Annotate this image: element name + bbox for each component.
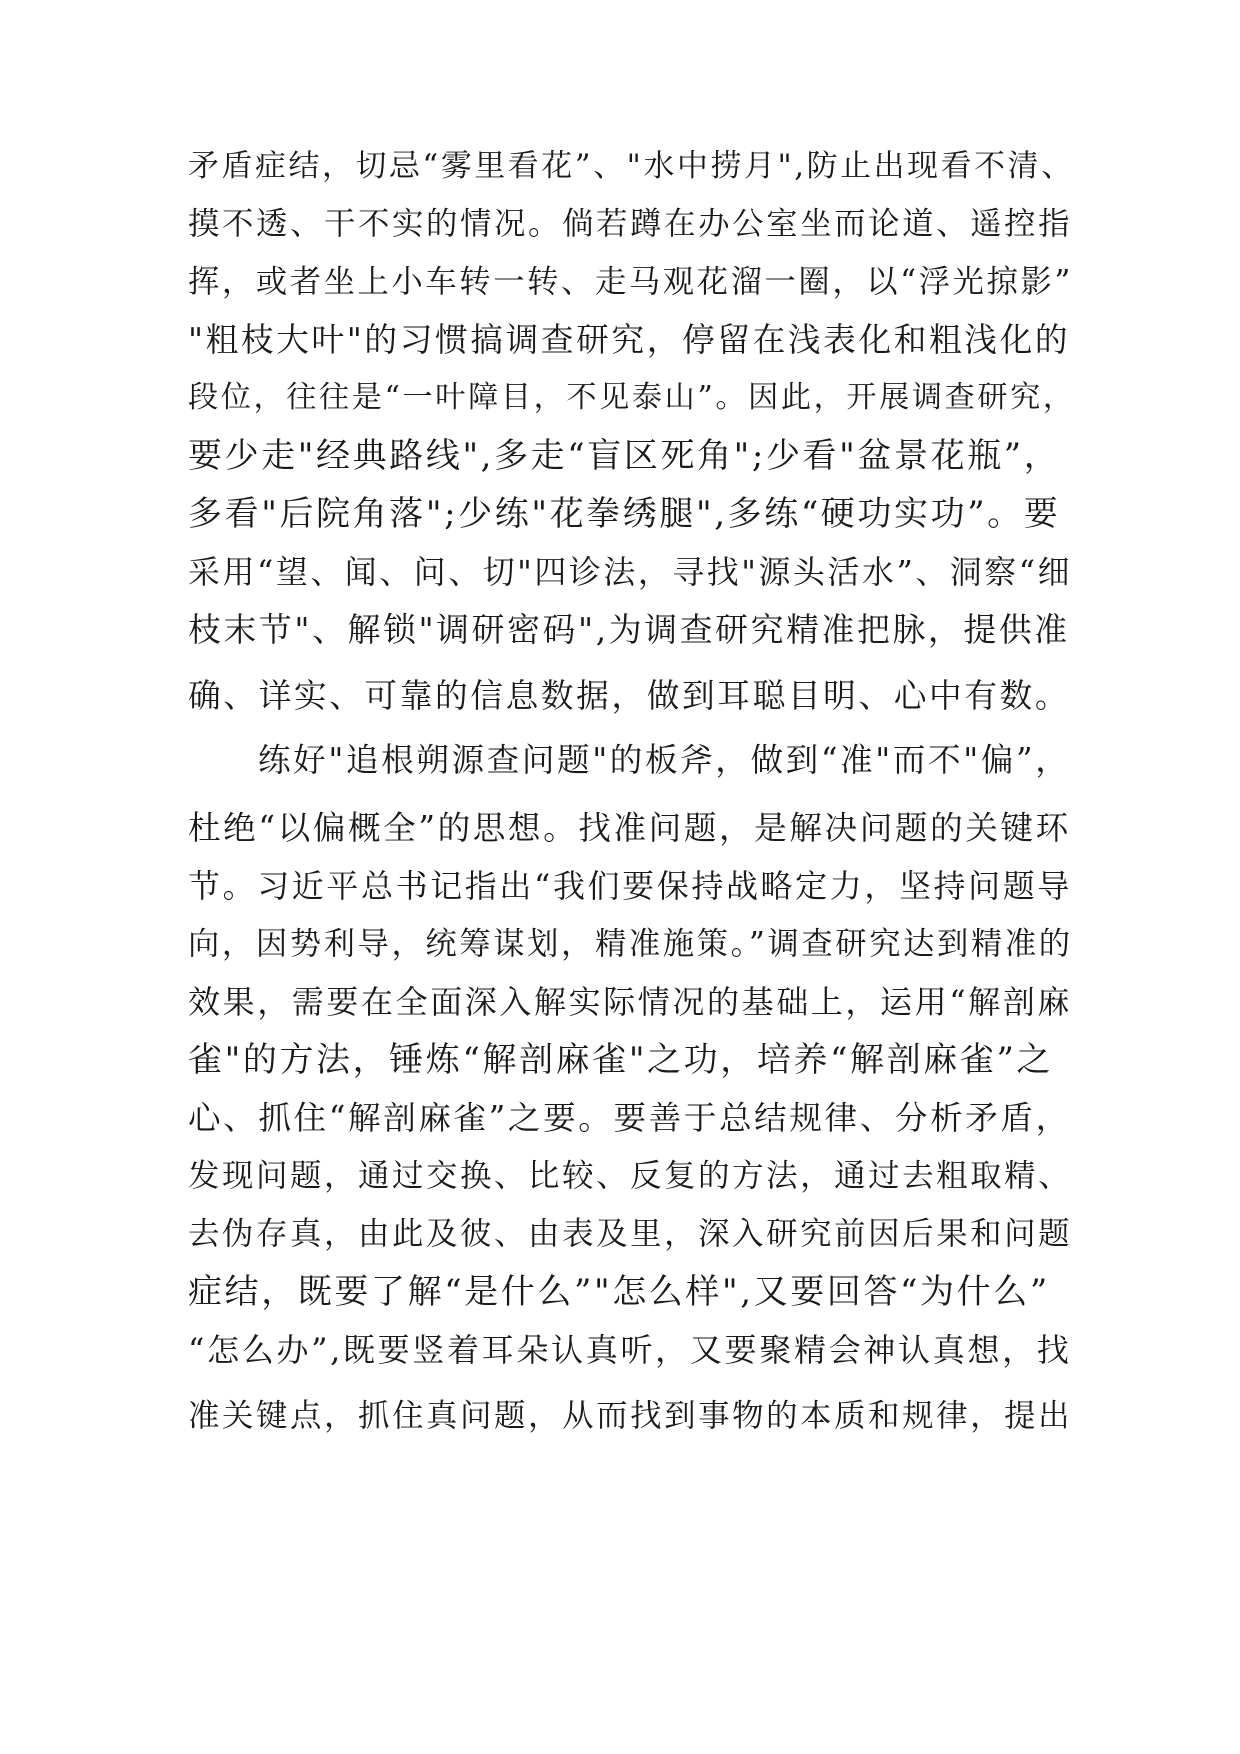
text-line: 枝末节"、解锁"调研密码",为调查研究精准把脉，提供准	[188, 610, 1070, 649]
text-line: 准关键点，抓住真问题，从而找到事物的本质和规律，提出	[188, 1398, 1073, 1434]
text-line: “怎么办”,既要竖着耳朵认真听，又要聚精会神认真想，找	[188, 1331, 1072, 1369]
text-line: 采用“望、闻、问、切"四诊法，寻找"源头活水”、洞察“细	[188, 553, 1073, 591]
text-line: 效果，需要在全面深入解实际情况的基础上，运用“解剖麻	[188, 983, 1072, 1021]
paragraph-first-line: 练好"追根朔源查问题"的板斧，做到“准"而不"偏”，	[258, 741, 1071, 779]
text-line: 症结，既要了解“是什么”"怎么样",又要回答“为什么”	[188, 1272, 1050, 1312]
text-line: 心、抓住“解剖麻雀”之要。要善于总结规律、分析矛盾，	[188, 1099, 1071, 1137]
text-line: 矛盾症结，切忌“雾里看花”、"水中捞月",防止出现看不清、	[188, 148, 1075, 184]
text-line: 确、详实、可靠的信息数据，做到耳聪目明、心中有数。	[188, 677, 1071, 715]
text-line: 段位，往往是“一叶障目，不见泰山”。因此，开展调查研究，	[188, 380, 1076, 415]
text-line: 向，因势利导，统筹谋划，精准施策。”调查研究达到精准的	[188, 926, 1073, 962]
text-line: 雀"的方法，锤炼“解剖麻雀"之功，培养“解剖麻雀”之	[188, 1040, 1054, 1080]
text-line: 发现问题，通过交换、比较、反复的方法，通过去粗取精、	[188, 1158, 1073, 1194]
text-line: 节。习近平总书记指出“我们要保持战略定力，坚持问题导	[188, 867, 1072, 905]
text-line: 挥，或者坐上小车转一转、走马观花溜一圈，以“浮光掠影”	[188, 264, 1074, 300]
text-line: 杜绝“以偏概全”的思想。找准问题，是解决问题的关键环	[188, 809, 1071, 847]
text-line: 多看"后院角落";少练"花拳绣腿",多练“硬功实功”。要	[188, 494, 1061, 534]
text-line: 要少走"经典路线",多走“盲区死角";少看"盆景花瓶”，	[188, 436, 1061, 476]
text-line: "粗枝大叶"的习惯搞调查研究，停留在浅表化和粗浅化的	[188, 321, 1071, 359]
text-line: 摸不透、干不实的情况。倘若蹲在办公室坐而论道、遥控指	[188, 206, 1073, 242]
text-line: 去伪存真，由此及彼、由表及里，深入研究前因后果和问题	[188, 1216, 1073, 1252]
